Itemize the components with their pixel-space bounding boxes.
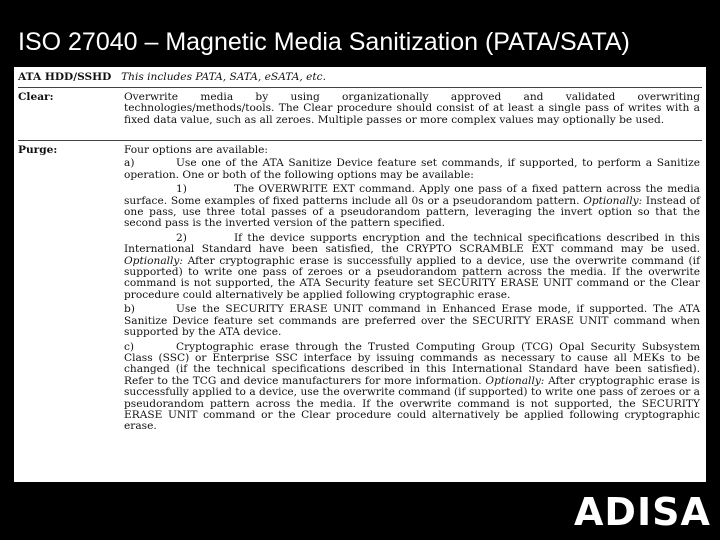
purge-option-a: a) Use one of the ATA Sanitize Device feature set commands, if supported, to perform a Sanitize operation. One or both of the following options may be available: xyxy=(124,157,700,181)
purge-option-b: b) Use the SECURITY ERASE UNIT command in Enhanced Erase mode, if supported. The ATA Sanitize Device feature set commands are preferred over the SECURITY ERASE UNIT command when supported by the ATA device. xyxy=(124,303,700,339)
table-header-note: This includes PATA, SATA, eSATA, etc. xyxy=(121,71,326,83)
table-header xyxy=(18,72,326,83)
table-header-device: ATA HDD/SSHD xyxy=(18,71,112,83)
purge-text xyxy=(124,145,700,433)
purge-option-a2: 2) If the device supports encryption and the technical specifications described in this International Standard have been satisfied, the CRYPTO SCRAMBLE EXT command may be used. Optionally: After cryptographic erase is successfully applied to a device, use the overwrite command (if supported) to write one pass of zeroes or a pseudorandom pattern across the media. If the overwrite command is not supported, the ATA Security feature set SECURITY ERASE UNIT command or the Clear procedure could alternatively be applied following cryptographic erase. xyxy=(124,231,700,301)
document-image xyxy=(14,67,706,482)
purge-intro: Four options are available: xyxy=(124,144,268,156)
purge-option-a1: 1) The OVERWRITE EXT command. Apply one pass of a fixed pattern across the media surface. Some examples of fixed patterns include all 0s or a pseudorandom pattern. Optionally: Instead of one pass, use three total passes of a pseudorandom pattern, leveraging the invert option so that the second pass is the inverted version of the pattern specified. xyxy=(124,183,701,230)
purge-label: Purge: xyxy=(18,144,58,156)
purge-option-c: c) Cryptographic erase through the Trusted Computing Group (TCG) Opal Security Subsystem Class (SSC) or Enterprise SSC interface by issuing commands as necessary to cause all MEKs to be changed (if the technical specifications described in this International Standard have been satisfied). Refer to the TCG and device manufacturers for more information. Optionally: After cryptographic erase is successfully applied to a device, use the overwrite command (if supported) to write one pass of zeroes or a pseudorandom pattern across the media. If the overwrite command is not supported, the SECURITY ERASE UNIT command or the Clear procedure could alternatively be applied following cryptographic erase. xyxy=(124,340,700,433)
table-divider xyxy=(18,87,702,88)
clear-text: Overwrite media by using organizationally approved and validated overwriting technologies/methods/tools. The Clear procedure should consist of at least a single pass of writes with a fixed data value, such as all zeroes. Multiple passes or more complex values may optionally be used. xyxy=(124,91,700,126)
clear-label: Clear: xyxy=(18,91,54,103)
adisa-logo: ADISA xyxy=(574,490,711,534)
slide-title: ISO 27040 – Magnetic Media Sanitization (PATA/SATA) xyxy=(18,28,630,56)
table-divider xyxy=(18,140,702,141)
